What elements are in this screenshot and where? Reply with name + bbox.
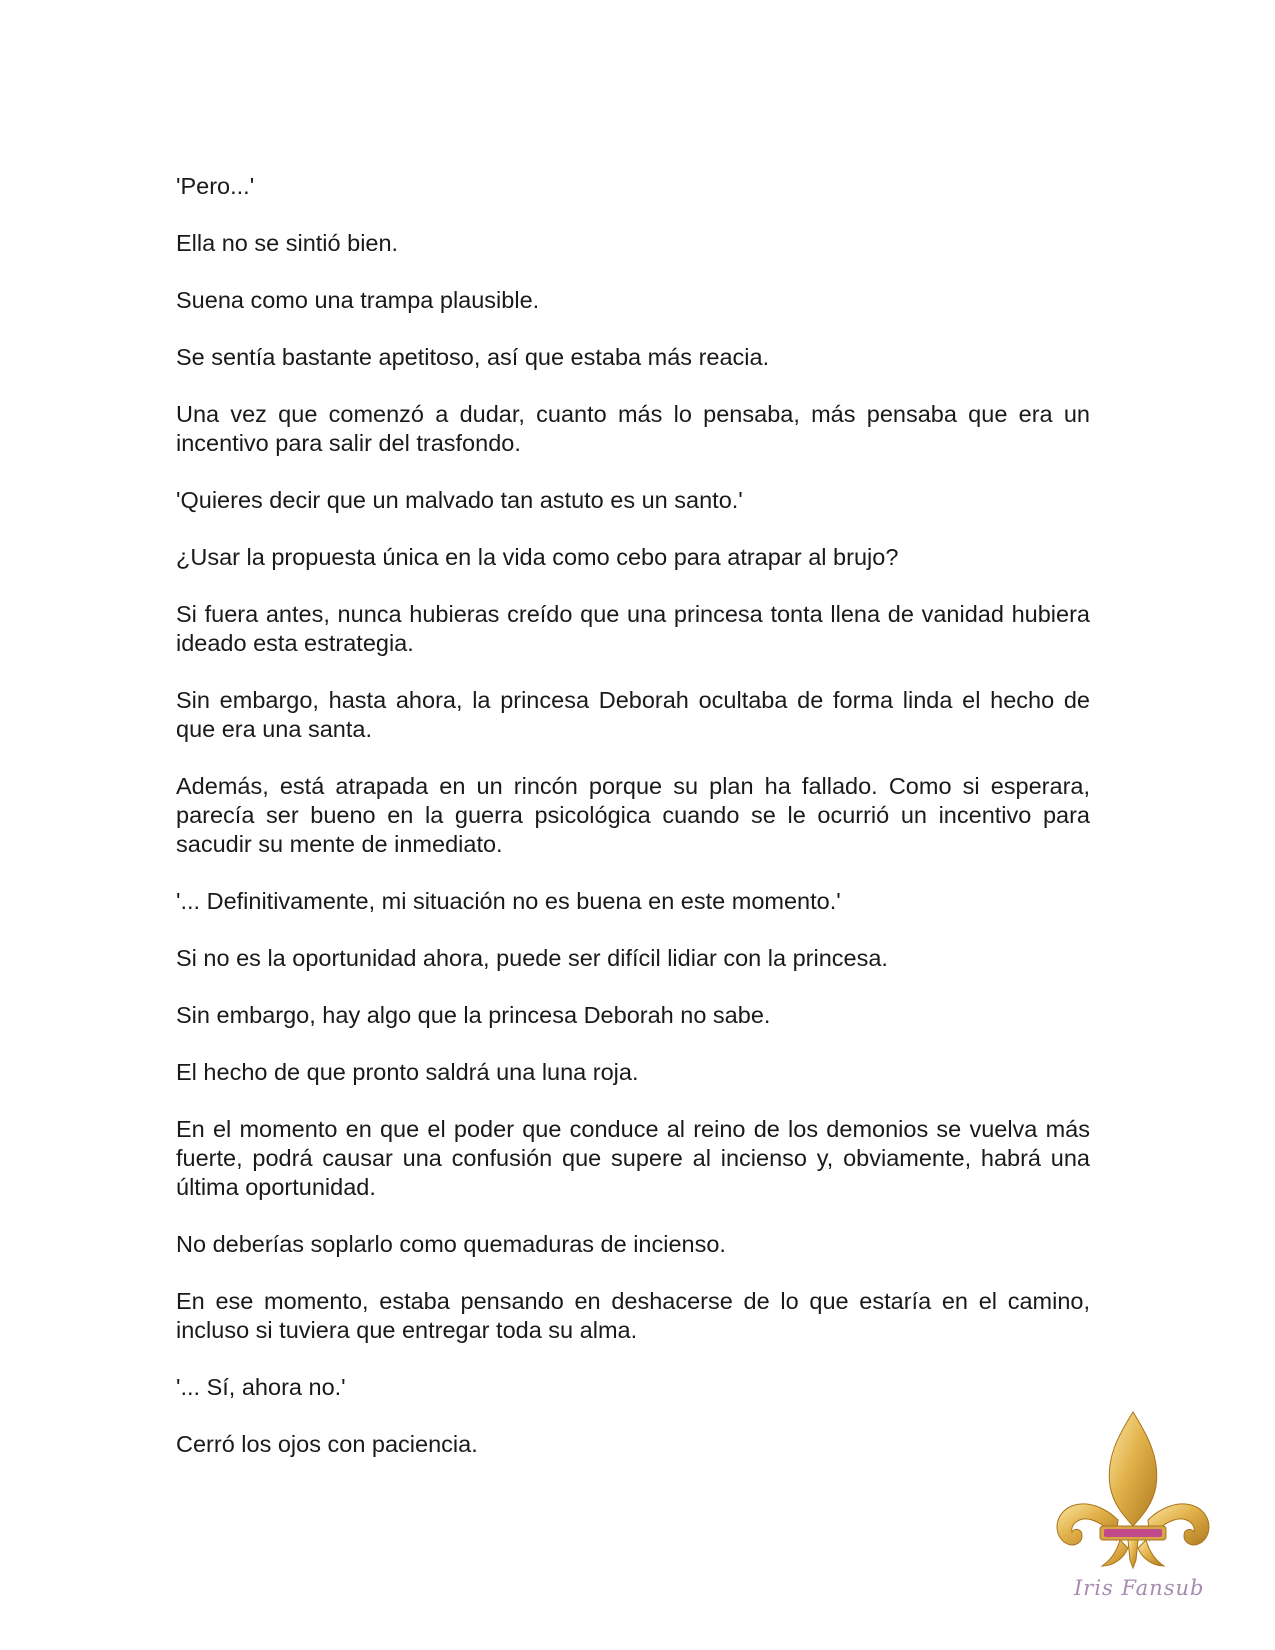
paragraph: Ella no se sintió bien. [176,230,399,256]
paragraph: ¿Usar la propuesta única en la vida como cebo para atrapar al brujo? [176,544,899,570]
paragraph: Si no es la oportunidad ahora, puede ser difícil lidiar con la princesa. [176,945,888,971]
paragraph: Suena como una trampa plausible. [176,287,540,313]
paragraph: Sin embargo, hay algo que la princesa Deborah no sabe. [176,1002,771,1028]
paragraph: En ese momento, estaba pensando en deshacerse de lo que estaría en el camino, incluso si tuviera que entregar toda su alma. [176,1288,1090,1343]
paragraph: En el momento en que el poder que conduce al reino de los demonios se vuelva más fuerte, podrá causar una confusión que supere al incienso y, obviamente, habrá una última oportunidad. [176,1116,1090,1200]
paragraph: Sin embargo, hasta ahora, la princesa Deborah ocultaba de forma linda el hecho de que era una santa. [176,687,1090,742]
paragraph: '... Definitivamente, mi situación no es buena en este momento.' [176,888,841,914]
paragraph: Una vez que comenzó a dudar, cuanto más lo pensaba, más pensaba que era un incentivo para salir del trasfondo. [176,401,1090,456]
text-column [176,172,1090,1487]
paragraph: Si fuera antes, nunca hubieras creído que una princesa tonta llena de vanidad hubiera ideado esta estrategia. [176,601,1090,656]
paragraph: Cerró los ojos con paciencia. [176,1431,478,1457]
paragraph: 'Quieres decir que un malvado tan astuto es un santo.' [176,487,743,513]
paragraph: '... Sí, ahora no.' [176,1374,346,1400]
paragraph: Además, está atrapada en un rincón porque su plan ha fallado. Como si esperara, parecía ser bueno en la guerra psicológica cuando se le ocurrió un incentivo para sacudir su mente de inmediato. [176,773,1090,857]
watermark-logo [1048,1408,1218,1608]
paragraph: Se sentía bastante apetitoso, así que estaba más reacia. [176,344,770,370]
paragraph: No deberías soplarlo como quemaduras de incienso. [176,1231,726,1257]
paragraph: El hecho de que pronto saldrá una luna roja. [176,1059,639,1085]
fleur-de-lis-icon [1048,1408,1218,1578]
paragraph: 'Pero...' [176,173,255,199]
watermark-text: Iris Fansub [1074,1576,1205,1600]
